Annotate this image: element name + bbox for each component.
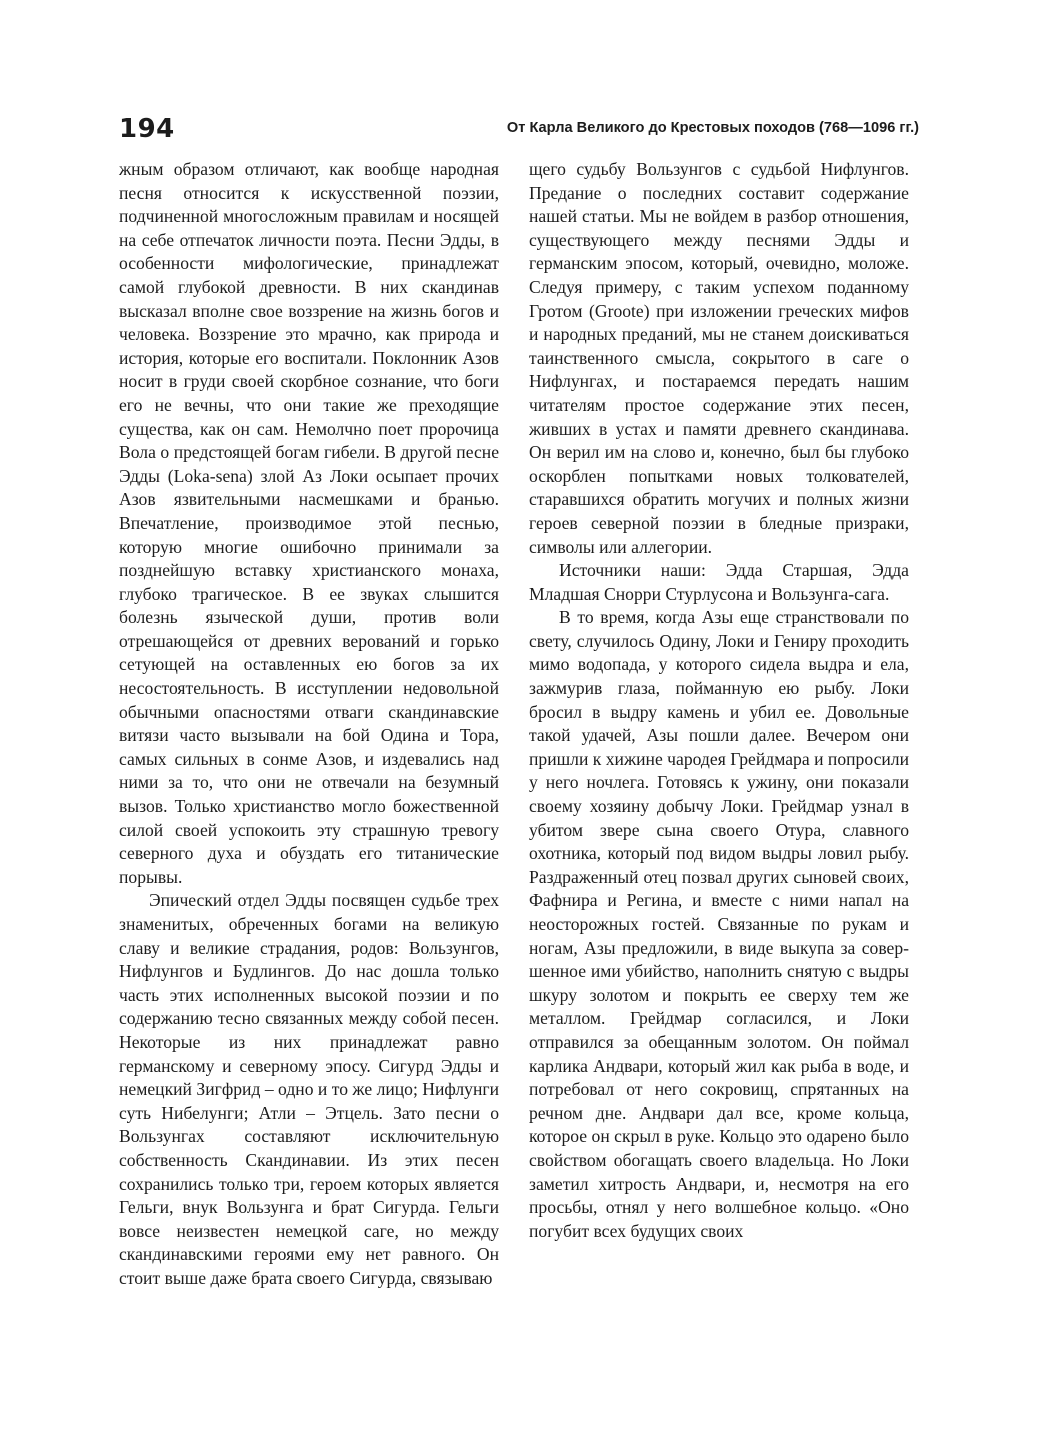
left-column [119,158,499,1291]
paragraph: щего судьбу Вользунгов с судьбой Нифлунгов. Предание о последних составит содержание нашей статьи. Мы не войдем в разбор отношения, существующего между песнями Эдды и германским эпосом, который, очевидно, моложе. Следуя примеру, с таким успехом поданному Гротом (Groote) при изложении греческих мифов и народных преданий, мы не станем доискиваться таинственного смысла, сокрытого в саге о Нифлунгах, и постараемся передать нашим читателям простое содержание этих песен, живших в устах и памяти древнего скандинава. Он верил им на слово и, конечно, был бы глубоко оскорблен попытками новых толкователей, старавшихся обратить могучих и полных жизни героев северной поэзии в бледные призраки, символы или аллегории. [529,159,909,557]
paragraph: жным образом отличают, как вообще народная песня относится к искусственной поэзии, подчиненной многосложным правилам и носящей на себе отпечаток личности поэта. Песни Эдды, в особенности мифологические, принадлежат самой глубокой древности. В них скандинав высказал вполне свое воззрение на жизнь богов и человека. Воззрение это мрачно, как природа и история, которые его воспитали. Поклонник Азов носит в груди своей скорбное сознание, что боги его не вечны, что они такие же преходящие существа, как он сам. Немолчно поет пророчица Вола о предстоящей богам гибели. В другой песне Эдды (Loka-sena) злой Аз Локи осыпает прочих Азов язвительными насмешками и бранью. Впечатление, производимое этой песнью, которую многие ошибочно принимали за позднейшую вставку христианского монаха, глубоко трагическое. В ее звуках слышится болезнь языческой души, против воли отрешающейся от древних верований и горько сетующей на оставленных ею богов за их несостоятельность. В исступлении недовольной обычными опасностями отваги скандинавские витязи часто вызывали на бой Одина и Тора, самых сильных в сонме Азов, и издевались над ними за то, что они не отвечали на безумный вызов. Только христианство могло божественной силой своей успокоить эту страшную тревогу северного духа и обуздать его титанические порывы. [119,159,499,887]
page-header [119,112,919,152]
paragraph: В то время, когда Азы еще странствовали по свету, случилось Одину, Локи и Гениру проходить мимо водопада, у которого сидела выдра и ела, зажмурив глаза, пойманную ею рыбу. Локи бросил в выдру камень и убил ее. Довольные такой удачей, Азы пошли далее. Вечером они пришли к хижине чародея Грейдмара и попросили у него ночлега. Готовясь к ужину, они показали своему хозяину добычу Локи. Грейдмар узнал в убитом звере сына своего Отура, славного охотника, который под видом выдры ловил рыбу. Раздраженный отец позвал других сыновей своих, Фафнира и Регина, и вместе с ними напал на неосторожных гостей. Связанные по рукам и ногам, Азы предложили, в виде выкупа за совершенное ими убийство, наполнить снятую с выдры шкуру золотом и покрыть ее сверху тем же металлом. Грейдмар согласился, и Локи отправился за обещанным золотом. Он поймал карлика Андвари, который жил как рыба в воде, и потребовал от него сокровищ, спрятанных на речном дне. Андвари дал все, кроме кольца, которое он скрыл в руке. Кольцо это одарено было свойством обогащать своего владельца. Но Локи заметил хитрость Андвари, и, несмотря на его просьбы, отнял у него волшебное кольцо. «Оно погубит всех будущих своих [529,607,909,1241]
paragraph: Источники наши: Эдда Старшая, Эдда Младшая Снорри Стурлусона и Вользунга-сага. [529,560,909,604]
page-number: 194 [119,114,175,144]
paragraph: Эпический отдел Эдды посвящен судьбе трех знаменитых, обреченных богами на великую славу и великие страдания, родов: Вользунгов, Нифлунгов и Будлингов. До нас дошла только часть этих исполненных высокой поэзии и по содержанию тесно связанных между собой песен. Некоторые из них принадлежат равно германскому и северному эпосу. Сигурд Эдды и немецкий Зигфрид – одно и то же лицо; Нифлунги суть Нибелунги; Атли – Этцель. Зато песни о Вользунгах составляют исключительную собственность Скандинавии. Из этих песен сохранились только три, героем которых является Гельги, внук Вользунга и брат Сигурда. Гельги вовсе неизвестен немецкой саге, но между скандинавскими героями ему нет равного. Он стоит выше даже брата своего Сигурда, связываю [119,890,499,1288]
running-title: От Карла Великого до Крестовых походов (768—1096 гг.) [506,120,919,136]
right-column [529,158,909,1243]
